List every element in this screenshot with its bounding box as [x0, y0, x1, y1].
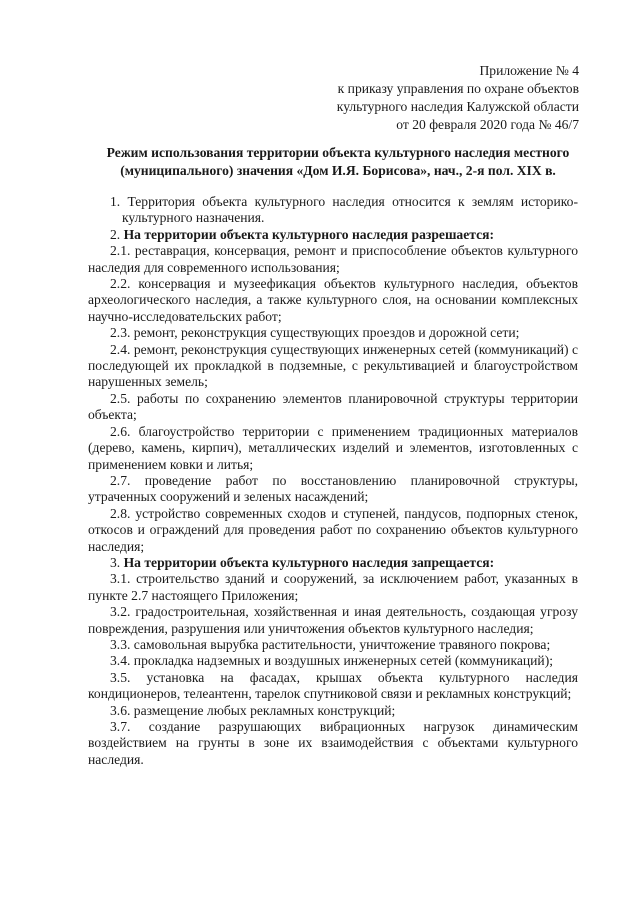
section-3-heading: [88, 555, 578, 571]
item-2-2: 2.2. консервация и музеефикация объектов культурного наследия, объектов археологического наследия, а также культурного слоя, на основании комплексных научно-исследовательских работ;: [88, 276, 578, 324]
section-2-title: На территории объекта культурного наследия разрешается:: [123, 226, 495, 242]
title-line-2: (муниципального) значения «Дом И.Я. Борисова», нач., 2-я пол. XIX в.: [120, 163, 556, 178]
item-3-2: 3.2. градостроительная, хозяйственная и иная деятельность, создающая угрозу повреждения, разрушения или уничтожения объектов культурного наследия;: [88, 604, 578, 636]
item-1: 1. Территория объекта культурного наследия относится к землям историко-культурного назначения.: [110, 194, 578, 226]
item-3-5: 3.5. установка на фасадах, крышах объекта культурного наследия кондиционеров, телеантенн, тарелок спутниковой связи и рекламных конструкций;: [88, 669, 578, 702]
appendix-header: [337, 62, 579, 134]
item-2-6: 2.6. благоустройство территории с применением традиционных материалов (дерево, камень, кирпич), металлических изделий и элементов, изготовленных с применением ковки и литья;: [88, 423, 578, 472]
item-3-1: 3.1. строительство зданий и сооружений, за исключением работ, указанных в пункте 2.7 настоящего Приложения;: [88, 571, 578, 603]
document-title: [88, 144, 588, 180]
item-3-7: 3.7. создание разрушающих вибрационных нагрузок динамическим воздействием на грунты в зоне их взаимодействия с объектами культурного наследия.: [88, 719, 578, 767]
item-2-7: 2.7. проведение работ по восстановлению планировочной структуры, утраченных сооружений и зеленых насаждений;: [88, 472, 578, 505]
item-3-4: 3.4. прокладка надземных и воздушных инженерных сетей (коммуникаций);: [110, 653, 554, 669]
section-3-title: На территории объекта культурного наследия запрещается:: [123, 554, 495, 570]
title-line-1: Режим использования территории объекта культурного наследия местного: [106, 145, 570, 160]
item-2-3: 2.3. ремонт, реконструкция существующих проездов и дорожной сети;: [110, 325, 520, 341]
section-2-heading: [88, 227, 578, 243]
appendix-authority-line: культурного наследия Калужской области: [336, 99, 579, 114]
section-3-number: 3.: [110, 554, 124, 570]
section-2-number: 2.: [110, 226, 124, 242]
item-2-5: 2.5. работы по сохранению элементов планировочной структуры территории объекта;: [88, 390, 578, 423]
item-2-8: 2.8. устройство современных сходов и ступеней, пандусов, подпорных стенок, откосов и ограждений для проведения работ по сохранению объектов культурного наследия;: [88, 505, 578, 554]
appendix-date-line: от 20 февраля 2020 года № 46/7: [396, 117, 579, 132]
item-2-1: 2.1. реставрация, консервация, ремонт и приспособление объектов культурного наследия для современного использования;: [88, 243, 578, 275]
item-3-6: 3.6. размещение любых рекламных конструкций;: [110, 702, 396, 718]
document-body: [88, 194, 578, 768]
item-2-4: 2.4. ремонт, реконструкция существующих инженерных сетей (коммуникаций) с последующей их прокладкой в подземные, с рекультивацией и благоустройством нарушенных земель;: [88, 341, 578, 390]
appendix-number: Приложение № 4: [479, 63, 579, 78]
item-3-3: 3.3. самовольная вырубка растительности, уничтожение травяного покрова;: [110, 636, 551, 652]
appendix-order-line: к приказу управления по охране объектов: [337, 81, 579, 96]
